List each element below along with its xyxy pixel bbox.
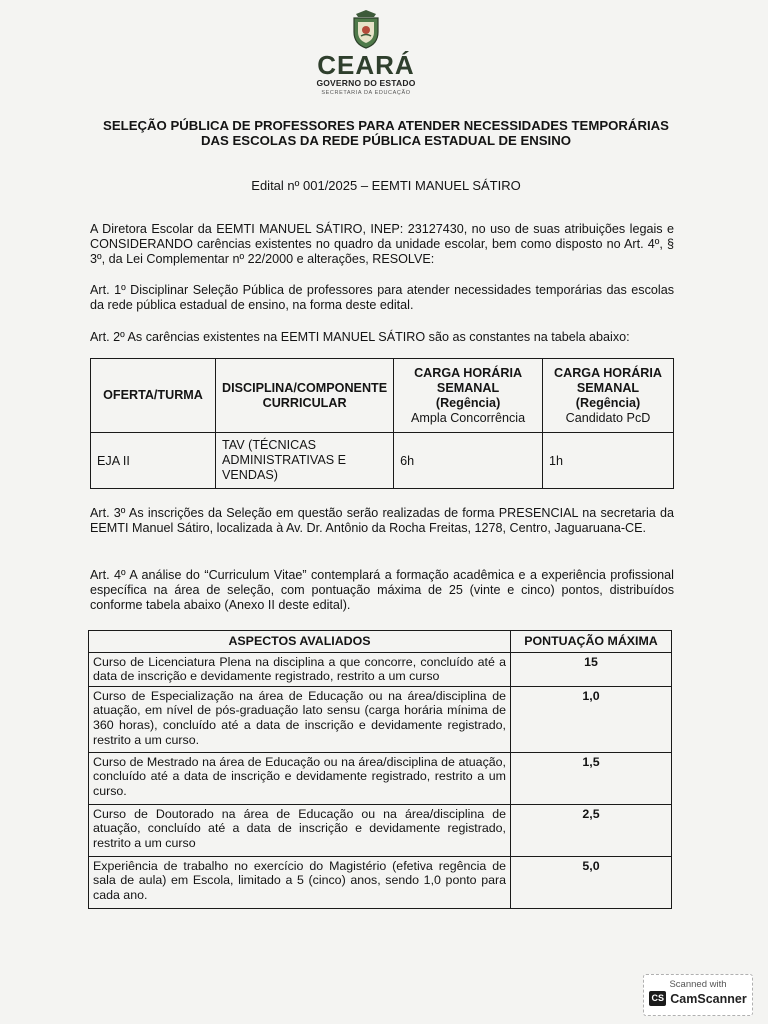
scoring-row [89, 686, 672, 752]
header-workload-broad [394, 359, 543, 433]
cell-workload-broad: 6h [394, 433, 543, 489]
header-discipline: DISCIPLINA/COMPONENTE CURRICULAR [216, 359, 394, 433]
secretariat-label: SECRETARIA DA EDUCAÇÃO [321, 90, 411, 96]
government-label: GOVERNO DO ESTADO [316, 78, 416, 88]
scanned-with-label: Scanned with [669, 979, 727, 990]
criterion-score: 5,0 [511, 856, 672, 908]
cell-workload-pcd: 1h [543, 433, 674, 489]
camscanner-brand [644, 991, 752, 1006]
scoring-table [88, 630, 672, 909]
criterion-text: Curso de Especialização na área de Educação ou na área/disciplina de atuação, em nível de pós-graduação lato sensu (carga horária mínima de 360 horas), concluído até a data de inscrição e devidamente registrado, restrito a um curso. [89, 686, 511, 752]
cell-discipline: TAV (TÉCNICAS ADMINISTRATIVAS E VENDAS) [216, 433, 394, 489]
article-2: Art. 2º As carências existentes na EEMTI MANUEL SÁTIRO são as constantes na tabela abaixo: [90, 330, 630, 344]
header-aspects: ASPECTOS AVALIADOS [89, 631, 511, 653]
header-workload-pcd-sub: Candidato PcD [565, 410, 651, 425]
article-3: Art. 3º As inscrições da Seleção em questão serão realizadas de forma PRESENCIAL na secretaria da EEMTI Manuel Sátiro, localizada à Av. Dr. Antônio da Rocha Freitas, 1278, Centro, Jaguaruana-CE. [90, 506, 674, 536]
vacancies-header-row [91, 359, 674, 433]
criterion-text: Experiência de trabalho no exercício do Magistério (efetiva regência de sala de aula) em Escola, limitado a 5 (cinco) anos, sendo 1,0 ponto para cada ano. [89, 856, 511, 908]
header-offer: OFERTA/TURMA [91, 359, 216, 433]
scoring-header-row [89, 631, 672, 653]
camscanner-watermark [643, 974, 753, 1016]
scoring-row [89, 856, 672, 908]
intro-paragraph: A Diretora Escolar da EEMTI MANUEL SÁTIRO, INEP: 23127430, no uso de suas atribuições legais e CONSIDERANDO carências existentes no quadro da unidade escolar, bem como disposto no Art. 4º, § 3º, da Lei Complementar nº 22/2000 e alterações, RESOLVE: [90, 222, 674, 267]
criterion-score: 1,5 [511, 752, 672, 804]
cell-offer: EJA II [91, 433, 216, 489]
article-1: Art. 1º Disciplinar Seleção Pública de professores para atender necessidades temporárias das escolas da rede pública estadual de ensino, na forma deste edital. [90, 283, 674, 313]
scoring-row [89, 652, 672, 686]
camscanner-logo-icon: CS [649, 991, 666, 1006]
header-max-score: PONTUAÇÃO MÁXIMA [511, 631, 672, 653]
title-line-2: DAS ESCOLAS DA REDE PÚBLICA ESTADUAL DE ENSINO [200, 133, 571, 148]
state-crest-icon [349, 8, 383, 50]
vacancies-table [90, 358, 674, 489]
ceara-logo [300, 52, 432, 96]
camscanner-name: CamScanner [670, 991, 747, 1006]
criterion-text: Curso de Licenciatura Plena na disciplina a que concorre, concluído até a data de inscrição e devidamente registrado, restrito a um curso [89, 652, 511, 686]
criterion-score: 1,0 [511, 686, 672, 752]
header-workload-pcd [543, 359, 674, 433]
vacancy-row [91, 433, 674, 489]
scoring-row [89, 752, 672, 804]
criterion-score: 2,5 [511, 804, 672, 856]
header-workload-broad-regency: (Regência) [435, 395, 501, 410]
criterion-text: Curso de Doutorado na área de Educação ou na área/disciplina de atuação, concluído até a data de inscrição e devidamente registrado, restrito a um curso [89, 804, 511, 856]
edital-number: Edital nº 001/2025 – EEMTI MANUEL SÁTIRO [251, 178, 521, 193]
brand-name: CEARÁ [317, 50, 415, 80]
article-4: Art. 4º A análise do “Curriculum Vitae” contemplará a formação acadêmica e a experiência profissional específica na área de seleção, com pontuação máxima de 25 (vinte e cinco) pontos, distribuídos conforme tabela abaixo (Anexo II deste edital). [90, 568, 674, 613]
document-title [80, 118, 692, 148]
header-workload-pcd-title: CARGA HORÁRIA SEMANAL [554, 365, 662, 395]
header-workload-broad-sub: Ampla Concorrência [411, 410, 526, 425]
title-line-1: SELEÇÃO PÚBLICA DE PROFESSORES PARA ATENDER NECESSIDADES TEMPORÁRIAS [103, 118, 669, 133]
header-workload-pcd-regency: (Regência) [575, 395, 641, 410]
criterion-text: Curso de Mestrado na área de Educação ou na área/disciplina de atuação, concluído até a data de inscrição e devidamente registrado, restrito a um curso. [89, 752, 511, 804]
scoring-row [89, 804, 672, 856]
header-workload-broad-title: CARGA HORÁRIA SEMANAL [414, 365, 523, 395]
criterion-score: 15 [511, 652, 672, 686]
